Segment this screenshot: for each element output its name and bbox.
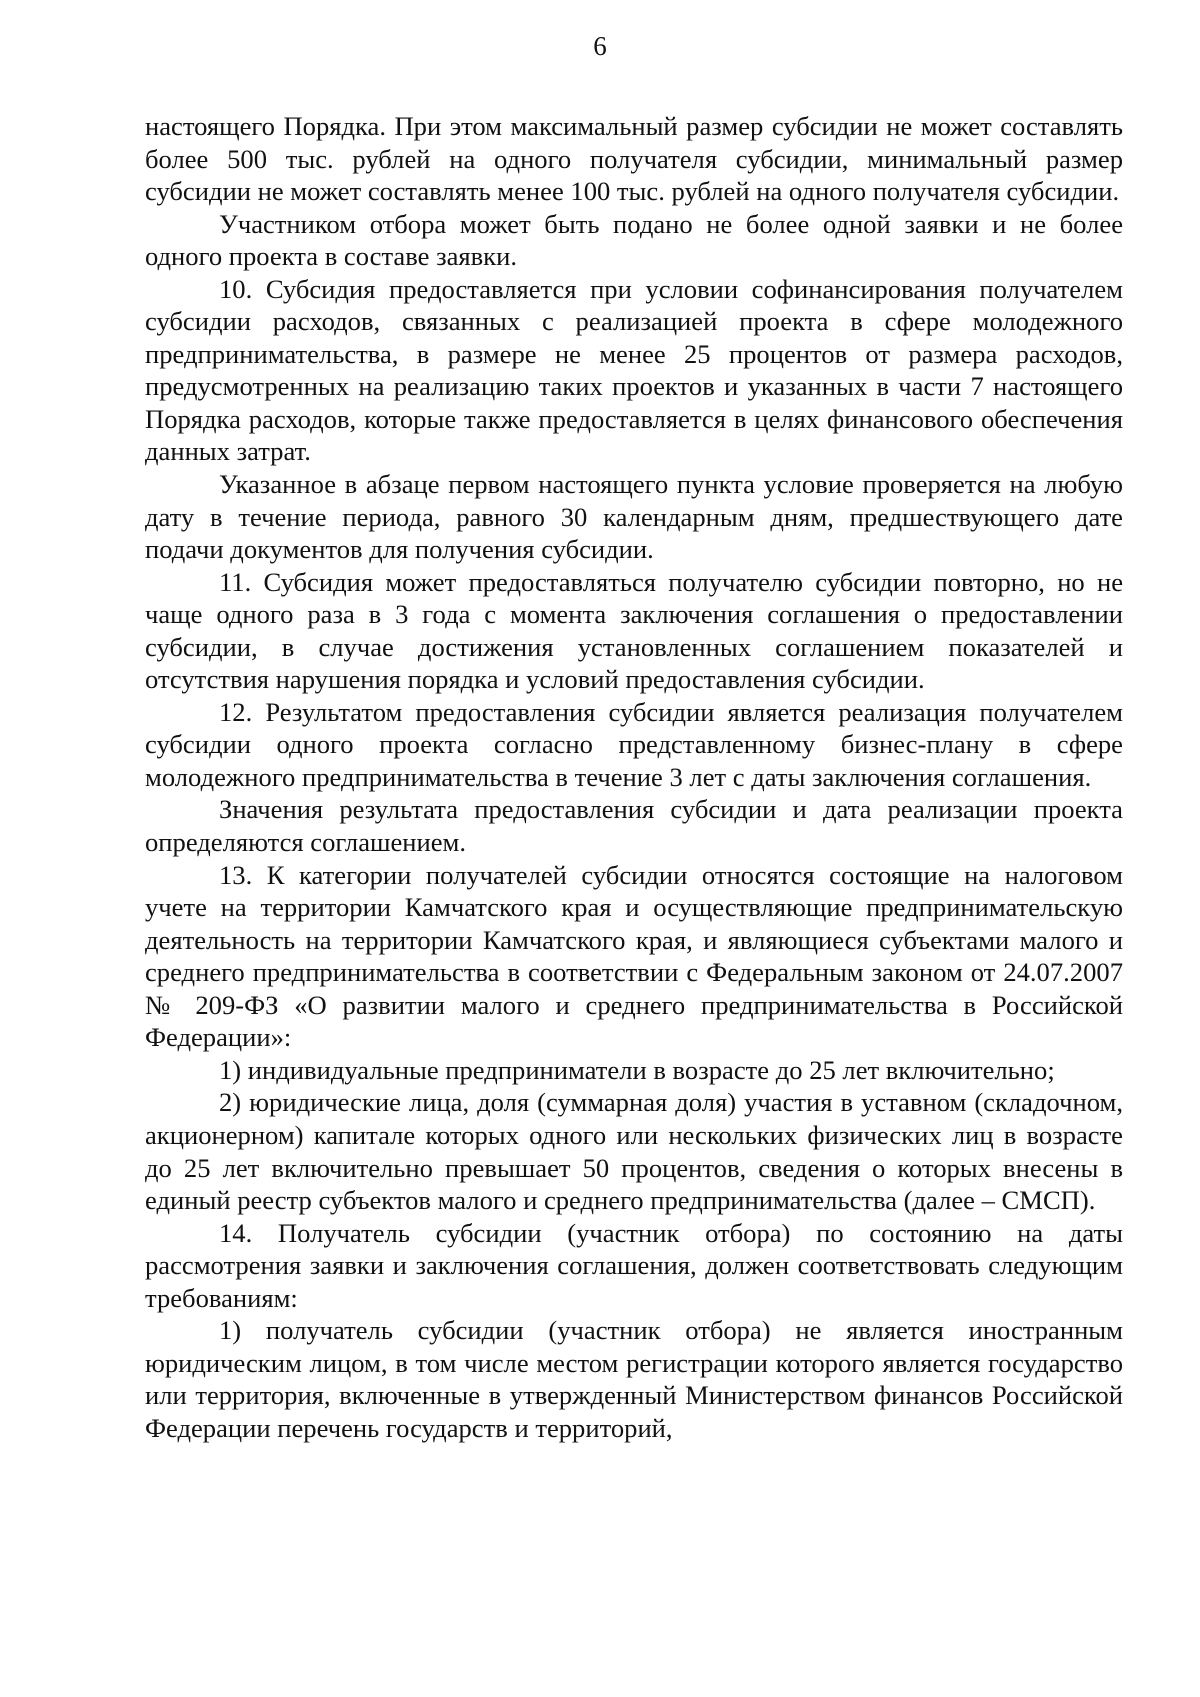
paragraph-condition-check: Указанное в абзаце первом настоящего пункта условие проверяется на любую дату в течение периода, равного 30 календарным дням, предшествующего дате подачи документов для получения субсидии. bbox=[145, 469, 1123, 565]
paragraph-one-application: Участником отбора может быть подано не более одной заявки и не более одного проекта в составе заявки. bbox=[145, 208, 1123, 272]
paragraph-item-14-sub-1: 1) получатель субсидии (участник отбора) не является иностранным юридическим лицом, в том числе местом регистрации которого является государство или территория, включенные в утвержденный Министерством финансов Российской Федерации перечень государств и территорий, bbox=[145, 1315, 1123, 1443]
paragraph-item-10: 10. Субсидия предоставляется при условии софинансирования получателем субсидии расходов, связанных с реализацией проекта в сфере молодежного предпринимательства, в размере не менее 25 процентов от размера расходов, предусмотренных на реализацию таких проектов и указанных в части 7 настоящего Порядка расходов, которые также предоставляется в целях финансового обеспечения данных затрат. bbox=[145, 273, 1123, 467]
paragraph-item-13-sub-2: 2) юридические лица, доля (суммарная доля) участия в уставном (складочном, акционерном) капитале которых одного или нескольких физических лиц в возрасте до 25 лет включительно превышает 50 процентов, сведения о которых внесены в единый реестр субъектов малого и среднего предпринимательства (далее – СМСП). bbox=[145, 1087, 1123, 1216]
document-body bbox=[145, 110, 1123, 1444]
paragraph-item-11: 11. Субсидия может предоставляться получателю субсидии повторно, но не чаще одного раза в 3 года с момента заключения соглашения о предоставлении субсидии, в случае достижения установленных соглашением показателей и отсутствия нарушения порядка и условий предоставления субсидии. bbox=[145, 566, 1123, 695]
paragraph-item-13-sub-1: 1) индивидуальные предприниматели в возрасте до 25 лет включительно; bbox=[219, 1054, 1055, 1085]
paragraph-item-13: 13. К категории получателей субсидии относятся состоящие на налоговом учете на территории Камчатского края и осуществляющие предпринимательскую деятельность на территории Камчатского края, и являющиеся субъектами малого и среднего предпринимательства в соответствии с Федеральным законом от 24.07.2007 № 209-ФЗ «О развитии малого и среднего предпринимательства в Российской Федерации»: bbox=[145, 859, 1123, 1053]
paragraph-item-14: 14. Получатель субсидии (участник отбора) по состоянию на даты рассмотрения заявки и заключения соглашения, должен соответствовать следующим требованиям: bbox=[145, 1217, 1123, 1313]
paragraph-max-subsidy: настоящего Порядка. При этом максимальный размер субсидии не может составлять более 500 тыс. рублей на одного получателя субсидии, минимальный размер субсидии не может составлять менее 100 тыс. рублей на одного получателя субсидии. bbox=[145, 111, 1123, 207]
paragraph-item-12: 12. Результатом предоставления субсидии является реализация получателем субсидии одного проекта согласно представленному бизнес-плану в сфере молодежного предпринимательства в течение 3 лет с даты заключения соглашения. bbox=[145, 696, 1123, 792]
page-number: 6 bbox=[593, 31, 607, 61]
paragraph-result-values: Значения результата предоставления субсидии и дата реализации проекта определяются соглашением. bbox=[145, 794, 1123, 858]
